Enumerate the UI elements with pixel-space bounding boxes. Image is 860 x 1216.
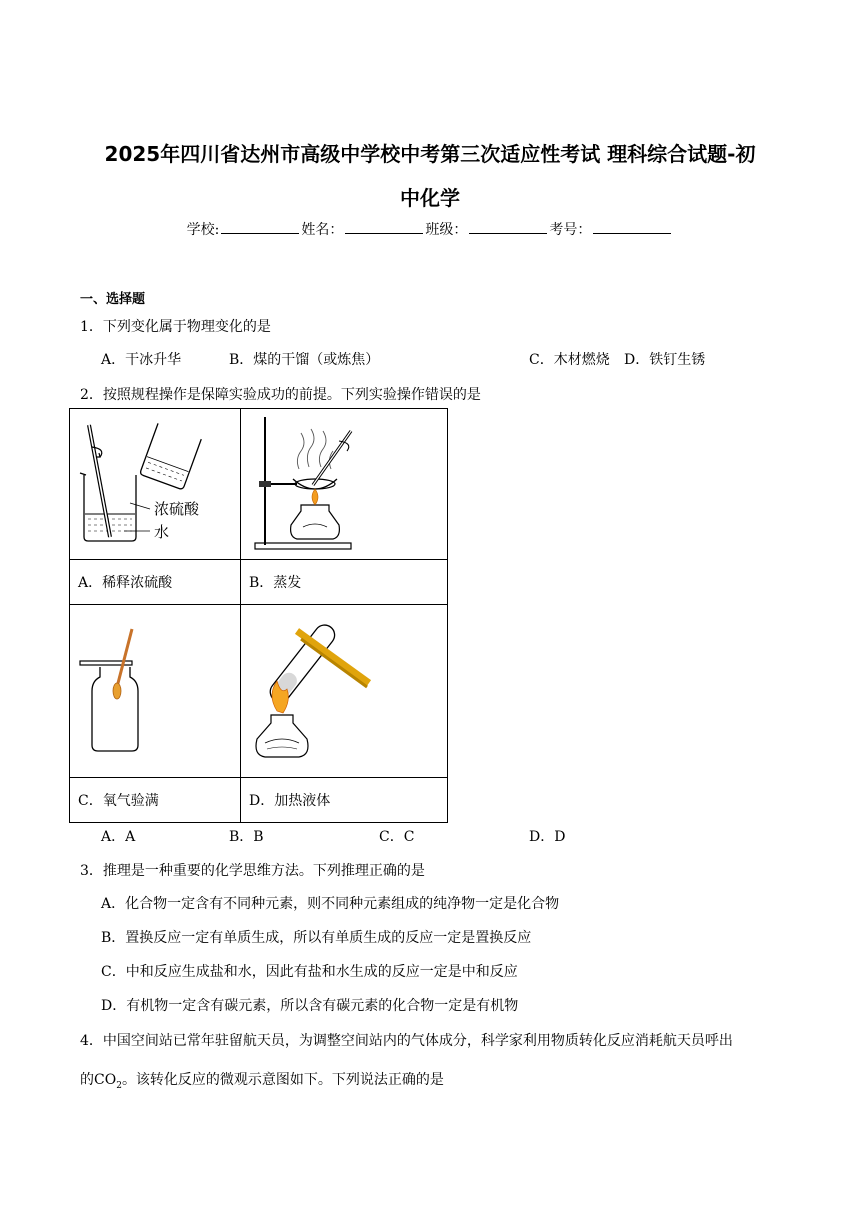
figure-cell-d <box>241 605 448 778</box>
oxygen-test-figure <box>70 605 240 773</box>
q4-stem-line2 <box>80 1069 444 1091</box>
q1-option-c[interactable]: C．木材燃烧 <box>529 352 610 368</box>
cell-label-a: A．稀释浓硫酸 <box>70 560 241 605</box>
cell-label-c: C．氧气验满 <box>70 778 241 823</box>
student-info-row <box>0 219 860 239</box>
figure-cell-b <box>241 409 448 560</box>
q1-stem: 1．下列变化属于物理变化的是 <box>80 319 271 335</box>
cell-label-d: D．加热液体 <box>241 778 448 823</box>
q1-option-b[interactable]: B．煤的干馏（或炼焦） <box>229 352 380 368</box>
q2-option-b[interactable]: B．B <box>229 829 264 845</box>
fig-label-acid: 浓硫酸 <box>154 500 200 518</box>
exam-no-label: 考号： <box>549 222 592 238</box>
cell-label-b: B．蒸发 <box>241 560 448 605</box>
name-label: 姓名： <box>301 222 344 238</box>
figure-cell-a <box>70 409 241 560</box>
name-blank[interactable] <box>345 221 423 234</box>
school-blank[interactable] <box>221 221 299 234</box>
q1-option-a[interactable]: A．干冰升华 <box>101 352 182 368</box>
q2-option-c[interactable]: C．C <box>379 829 415 845</box>
q3-option-d[interactable]: D．有机物一定含有碳元素，所以含有碳元素的化合物一定是有机物 <box>101 998 519 1014</box>
q1-option-d[interactable]: D．铁钉生锈 <box>624 352 706 368</box>
q2-figure-table <box>69 408 448 823</box>
document-title-line2: 中化学 <box>400 186 460 210</box>
q2-stem: 2．按照规程操作是保障实验成功的前提。下列实验操作错误的是 <box>80 387 481 403</box>
school-label: 学校: <box>186 222 220 238</box>
document-title-line1: 2025年四川省达州市高级中学校中考第三次适应性考试 理科综合试题-初 <box>104 142 756 166</box>
q4-stem-line1: 4．中国空间站已常年驻留航天员，为调整空间站内的气体成分，科学家利用物质转化反应消耗航天员呼出 <box>80 1033 733 1049</box>
q4-stem-sub: 2 <box>116 1080 122 1091</box>
q3-option-b[interactable]: B．置换反应一定有单质生成，所以有单质生成的反应一定是置换反应 <box>101 930 532 946</box>
q3-option-a[interactable]: A．化合物一定含有不同种元素，则不同种元素组成的纯净物一定是化合物 <box>101 896 560 912</box>
exam-no-blank[interactable] <box>593 221 671 234</box>
heating-liquid-figure <box>241 605 447 773</box>
q3-stem: 3．推理是一种重要的化学思维方法。下列推理正确的是 <box>80 863 425 879</box>
q4-stem-post: 。该转化反应的微观示意图如下。下列说法正确的是 <box>121 1072 444 1088</box>
class-label: 班级： <box>425 222 468 238</box>
q4-stem-pre: 的CO <box>80 1072 117 1088</box>
class-blank[interactable] <box>469 221 547 234</box>
fig-label-water: 水 <box>154 523 170 541</box>
section-heading: 一、选择题 <box>80 292 146 307</box>
figure-cell-c <box>70 605 241 778</box>
q2-option-d[interactable]: D．D <box>529 829 566 845</box>
dilute-acid-figure <box>70 409 240 555</box>
q2-option-a[interactable]: A．A <box>101 829 136 845</box>
q3-option-c[interactable]: C．中和反应生成盐和水，因此有盐和水生成的反应一定是中和反应 <box>101 964 518 980</box>
evaporation-figure <box>241 409 447 555</box>
